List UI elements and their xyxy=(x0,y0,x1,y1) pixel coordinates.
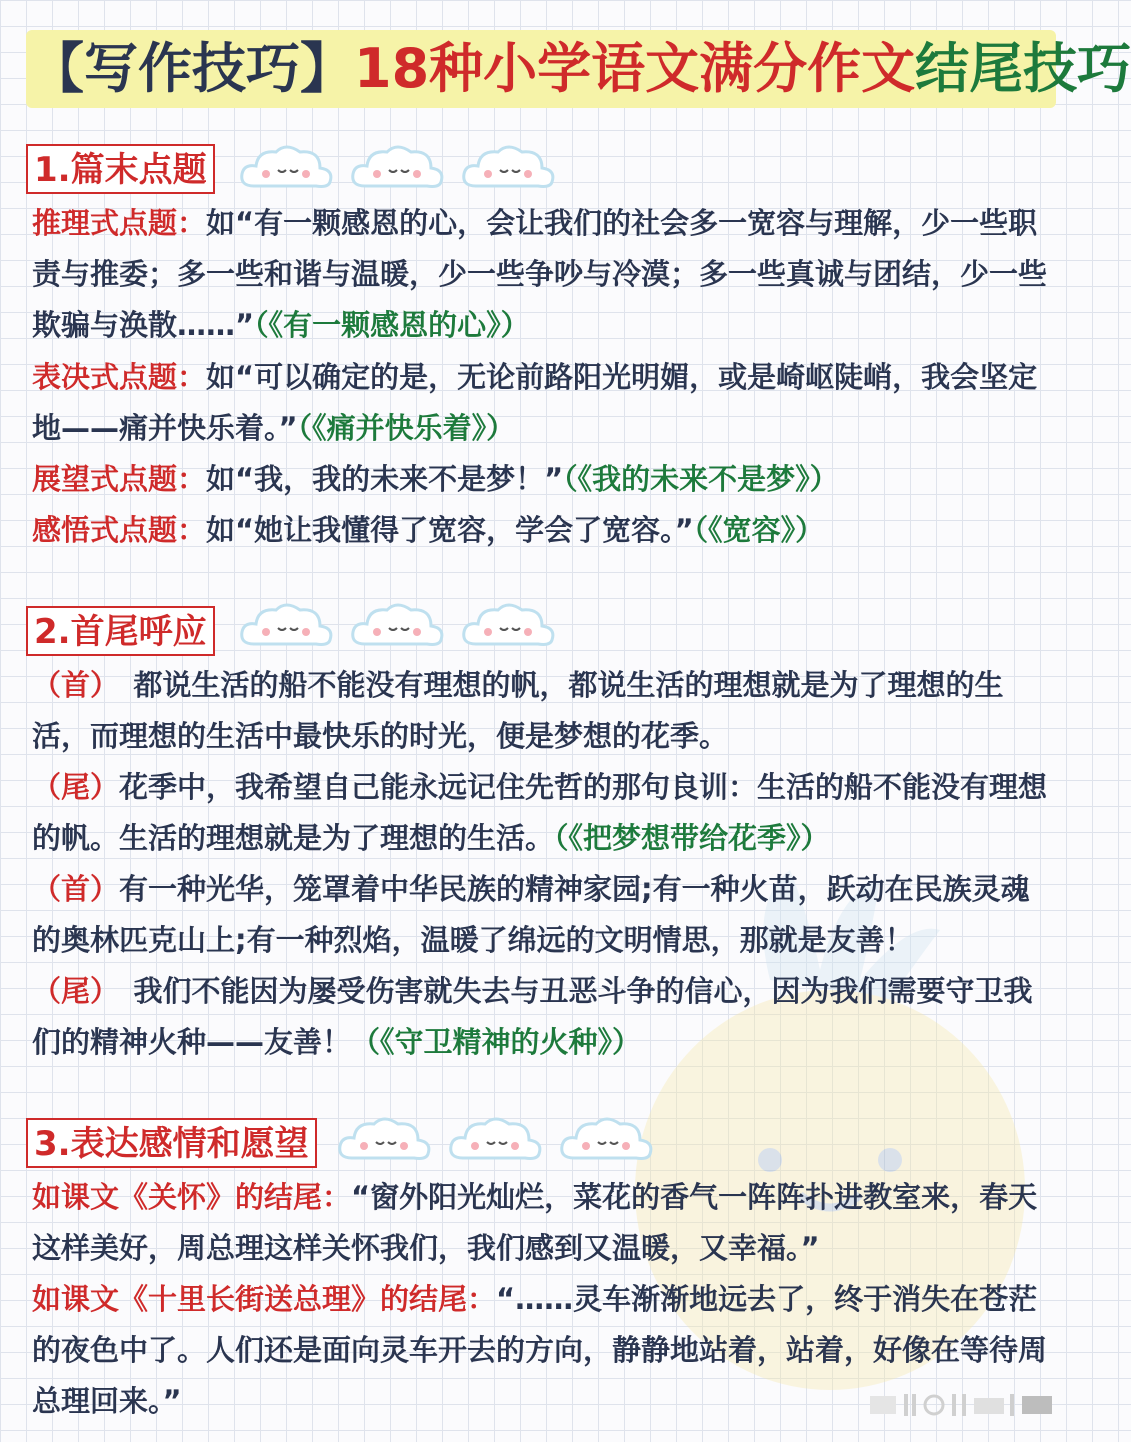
cloud-icon xyxy=(347,598,447,654)
item-source: （《痛并快乐着》） xyxy=(297,411,516,445)
cloud-icon xyxy=(347,140,447,196)
item-text: “……灵车渐渐地远去了，终于消失在苍茫的夜色中了。人们还是面向灵车开去的方向，静静地站着，站着，好像在等待周总理回来。” xyxy=(32,1282,1048,1418)
cloud-decoration-3 xyxy=(334,1112,662,1172)
section-1-heading: 1.篇末点题 xyxy=(26,144,215,194)
page-title xyxy=(30,36,1131,102)
cloud-icon xyxy=(236,140,336,196)
item-text: 有一种光华，笼罩着中华民族的精神家园;有一种火苗，跃动在民族灵魂的奥林匹克山上;有一种烈焰，温暖了绵远的文明情思，那就是友善！ xyxy=(32,872,1030,957)
item-text: 如“可以确定的是，无论前路阳光明媚，或是崎岖陡峭，我会坚定地——痛并快乐着。” xyxy=(32,360,1038,445)
item-label: 感悟式点题： xyxy=(32,513,207,547)
item-text: 都说生活的船不能没有理想的帆，都说生活的理想就是为了理想的生活，而理想的生活中最快乐的时光，便是梦想的花季。 xyxy=(32,668,1004,753)
item-label: （尾） xyxy=(32,770,120,804)
item-label: （首） xyxy=(32,668,105,702)
cloud-decoration-1 xyxy=(236,140,564,200)
section-1-item xyxy=(32,352,1052,454)
cloud-icon xyxy=(445,1112,545,1168)
section-1-item xyxy=(32,198,1052,351)
item-label: 表决式点题： xyxy=(32,360,207,394)
section-3-item xyxy=(32,1172,1052,1274)
item-text: 如“她让我懂得了宽容，学会了宽容。” xyxy=(206,513,694,547)
item-source: （《有一颗感恩的心》） xyxy=(254,308,530,342)
watermark-mark xyxy=(870,1390,1060,1420)
item-text: “窗外阳光灿烂，菜花的香气一阵阵扑进教室来，春天这样美好，周总理这样关怀我们，我们感到又温暖，又幸福。” xyxy=(32,1180,1038,1265)
title-suffix: 结尾技巧 xyxy=(915,37,1131,100)
section-2-item xyxy=(32,864,1052,966)
item-source: （《把梦想带给花季》） xyxy=(554,821,830,855)
item-label: 如课文《关怀》的结尾： xyxy=(32,1180,352,1214)
item-text: 我们不能因为屡受伤害就失去与丑恶斗争的信心，因为我们需要守卫我们的精神火种——友善！ xyxy=(32,974,1033,1059)
item-text: 如“我，我的未来不是梦！” xyxy=(206,462,564,496)
section-2-item xyxy=(32,762,1052,864)
item-source: （《宽容》） xyxy=(693,513,825,547)
cloud-decoration-2 xyxy=(236,598,564,658)
item-label: 展望式点题： xyxy=(32,462,207,496)
section-1-item xyxy=(32,454,1052,505)
item-label: 推理式点题： xyxy=(32,206,207,240)
item-text: 如“有一颗感恩的心，会让我们的社会多一宽容与理解，少一些职责与推委；多一些和谐与温暖，少一些争吵与冷漠；多一些真诚与团结，少一些欺骗与涣散……” xyxy=(32,206,1048,342)
cloud-icon xyxy=(236,598,336,654)
section-1-item xyxy=(32,505,1052,556)
item-source: （《守卫精神的火种》） xyxy=(351,1025,642,1059)
section-2-item xyxy=(32,660,1052,762)
section-2-item xyxy=(32,966,1052,1068)
item-label: （首） xyxy=(32,872,120,906)
cloud-icon xyxy=(334,1112,434,1168)
section-2-heading: 2.首尾呼应 xyxy=(26,606,215,656)
title-prefix: 【写作技巧】 xyxy=(30,37,354,100)
cloud-icon xyxy=(458,598,558,654)
cloud-icon xyxy=(556,1112,656,1168)
item-label: 如课文《十里长街送总理》的结尾： xyxy=(32,1282,497,1316)
title-main: 18种小学语文满分作文 xyxy=(354,37,916,100)
item-label: （尾） xyxy=(32,974,105,1008)
section-3-heading: 3.表达感情和愿望 xyxy=(26,1118,317,1168)
item-text: 花季中，我希望自己能永远记住先哲的那句良训：生活的船不能没有理想的帆。生活的理想就是为了理想的生活。 xyxy=(32,770,1048,855)
cloud-icon xyxy=(458,140,558,196)
item-source: （《我的未来不是梦》） xyxy=(563,462,839,496)
